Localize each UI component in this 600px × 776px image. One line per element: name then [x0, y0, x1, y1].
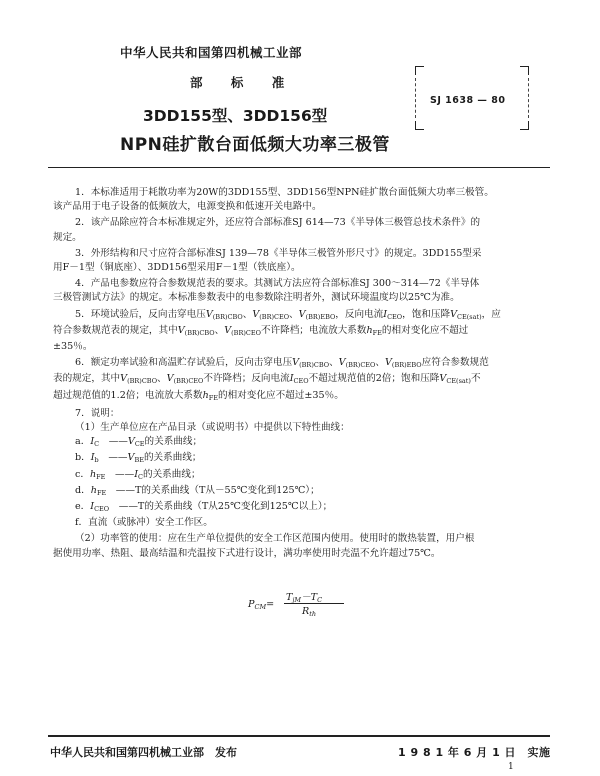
document-title: NPN硅扩散台面低频大功率三极管: [120, 135, 390, 155]
clause-1-cont: 该产品用于电子设备的低频放大，电源变换和低速开关电路中。: [53, 201, 322, 213]
clause-5: 5．环境试验后，反向击穿电压$V_{(BR)CBO}$、$V_{(BR)CEO}$、$V_{(BR)EBO}$，反向电流$I_{CEO}$，饱和压降$V_{CE(sat)}$，应: [75, 308, 501, 321]
clause-4-cont: 三极管测试方法》的规定。本标准参数表中的电参数除注明者外，测试环境温度均以25℃为准。: [53, 292, 460, 304]
curve-a: a．$I_C$ $——V_{CE}$的关系曲线；: [75, 436, 203, 449]
curve-c: c．$h_{FE}$ $——I_C$的关系曲线；: [75, 468, 201, 481]
clause-7-2: （2）功率管的使用：应在生产单位提供的安全工作区范围内使用。使用时的散热装置，用户根: [75, 533, 475, 545]
clause-7: 7．说明：: [75, 407, 120, 419]
clause-3-cont: 用F－1型（铜底座）、3DD156型采用F－1型（铁底座）。: [53, 262, 301, 274]
clause-5-cont2: ±35％。: [53, 341, 93, 353]
clause-6-cont2: 超过规范值的1.2倍；电流放大系数$h_{FE}$的相对变化应不超过±35％。: [53, 389, 344, 402]
curve-f: f．直流（或脉冲）安全工作区。: [75, 517, 213, 529]
curve-d: d．$h_{FE}$ ——T的关系曲线（T从－55℃变化到125℃）；: [75, 484, 320, 497]
publisher-line: 中华人民共和国第四机械工业部 发布: [50, 746, 237, 759]
clause-4: 4．产品电参数应符合参数规范表的要求。其测试方法应符合部标准SJ 300～314—72《半导体: [75, 278, 480, 290]
clause-2-cont: 规定。: [53, 231, 82, 243]
standard-type-label: 部 标 准: [190, 75, 297, 90]
clause-7-2-cont: 据使用功率、热阻、最高结温和壳温按下式进行设计，满功率使用时壳温不允许超过75℃。: [53, 547, 441, 559]
clause-5-cont: 符合参数规范表的规定，其中$V_{(BR)CBO}$、$V_{(BR)CEO}$不许降档；电流放大系数$h_{FE}$的相对变化应不超过: [53, 324, 469, 337]
clause-6-cont: 表的规定，其中$V_{(BR)CBO}$、$V_{(BR)CEO}$不许降档；反向电流$I_{CEO}$不超过规范值的2倍；饱和压降$V_{CE(sat)}$不: [53, 373, 481, 386]
formula-denominator: $R_{th}$: [302, 606, 317, 618]
effective-date: 1 9 8 1 年 6 月 1 日 实施: [398, 746, 551, 759]
header-divider: [48, 167, 550, 168]
clause-6: 6．额定功率试验和高温贮存试验后，反向击穿电压$V_{(BR)CBO}$、$V_{(BR)CEO}$、$V_{(BR)EBO}$应符合参数规范: [75, 357, 489, 370]
formula-lhs: $P_{CM}=$: [248, 599, 275, 611]
clause-1: 1．本标准适用于耗散功率为20W的3DD155型、3DD156型NPN硅扩散台面低频大功率三极管。: [75, 187, 494, 198]
curve-e: e．$I_{CEO}$ ——T的关系曲线（T从25℃变化到125℃以上）；: [75, 501, 333, 514]
standard-code: SJ 1638 — 80: [430, 95, 506, 106]
clause-2: 2．该产品除应符合本标准规定外，还应符合部标准SJ 614—73《半导体三极管总技术条件》的: [75, 217, 481, 229]
formula-numerator: $T_{jM}-T_C$: [286, 592, 323, 604]
document-title-models: 3DD155型、3DD156型: [143, 107, 328, 125]
footer-divider: [48, 735, 550, 737]
curve-b: b．$I_b$ $——V_{BE}$的关系曲线；: [75, 452, 202, 465]
clause-7-1: （1）生产单位应在产品目录（或说明书）中提供以下特性曲线：: [75, 422, 350, 434]
clause-3: 3．外形结构和尺寸应符合部标准SJ 139—78《半导体三极管外形尺寸》的规定。3DD155型采: [75, 247, 482, 259]
document-body: [53, 186, 548, 561]
fraction-bar: [284, 603, 344, 604]
power-formula: [248, 589, 358, 621]
issuing-ministry: 中华人民共和国第四机械工业部: [120, 45, 303, 60]
page-number: 1: [508, 762, 514, 772]
